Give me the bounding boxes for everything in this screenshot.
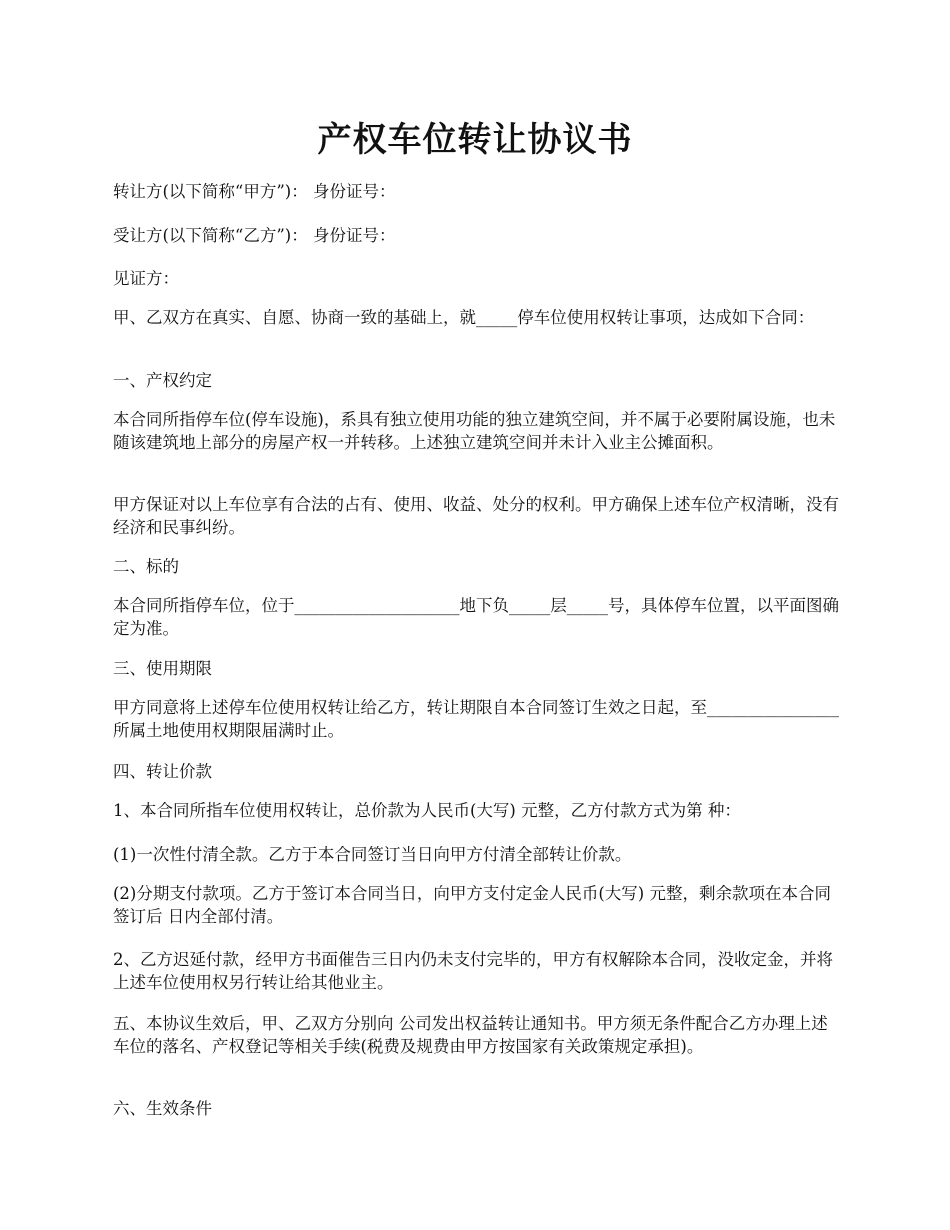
transferee-line: 受让方(以下简称“乙方”)： 身份证号：: [113, 226, 396, 245]
transferor-line: 转让方(以下简称“甲方”)： 身份证号：: [113, 182, 396, 201]
ownership-paragraph-1: 本合同所指停车位(停车设施)，系具有独立使用功能的独立建筑空间，并不属于必要附属设施，也未随该建筑地上部分的房屋产权一并转移。上述独立建筑空间并未计入业主公摊面积。: [113, 410, 836, 452]
document-title: 产权车位转让协议书: [317, 120, 633, 160]
section-heading-subject: 二、标的: [113, 557, 179, 576]
price-clause-2: 2、乙方迟延付款，经甲方书面催告三日内仍未支付完毕的，甲方有权解除本合同，没收定金，并将上述车位使用权另行转让给其他业主。: [113, 950, 833, 992]
price-clause-1: 1、本合同所指车位使用权转让，总价款为人民币(大写) 元整，乙方付款方式为第 种：: [113, 801, 741, 820]
term-paragraph: 甲方同意将上述停车位使用权转让给乙方，转让期限自本合同签订生效之日起，至________________所属土地使用权期限届满时止。: [113, 698, 839, 740]
witness-line: 见证方：: [113, 269, 179, 288]
subject-paragraph: 本合同所指停车位，位于____________________地下负_____层_____号，具体停车位置，以平面图确定为准。: [113, 596, 839, 638]
section-five-paragraph: 五、本协议生效后，甲、乙双方分别向 公司发出权益转让通知书。甲方须无条件配合乙方办理上述车位的落名、产权登记等相关手续(税费及规费由甲方按国家有关政策规定承担)。: [113, 1014, 828, 1056]
section-heading-ownership: 一、产权约定: [113, 371, 212, 390]
ownership-paragraph-2: 甲方保证对以上车位享有合法的占有、使用、收益、处分的权利。甲方确保上述车位产权清晰，没有经济和民事纠纷。: [113, 495, 839, 537]
section-heading-term: 三、使用期限: [113, 659, 212, 678]
section-heading-effect: 六、生效条件: [113, 1099, 212, 1118]
payment-option-2: (2)分期支付款项。乙方于签订本合同当日，向甲方支付定金人民币(大写) 元整，剩余款项在本合同签订后 日内全部付清。: [113, 884, 831, 926]
payment-option-1: (1)一次性付清全款。乙方于本合同签订当日向甲方付清全部转让价款。: [113, 845, 632, 864]
intro-paragraph: 甲、乙双方在真实、自愿、协商一致的基础上，就_____停车位使用权转让事项，达成如下合同：: [113, 308, 815, 327]
section-heading-price: 四、转让价款: [113, 762, 212, 781]
